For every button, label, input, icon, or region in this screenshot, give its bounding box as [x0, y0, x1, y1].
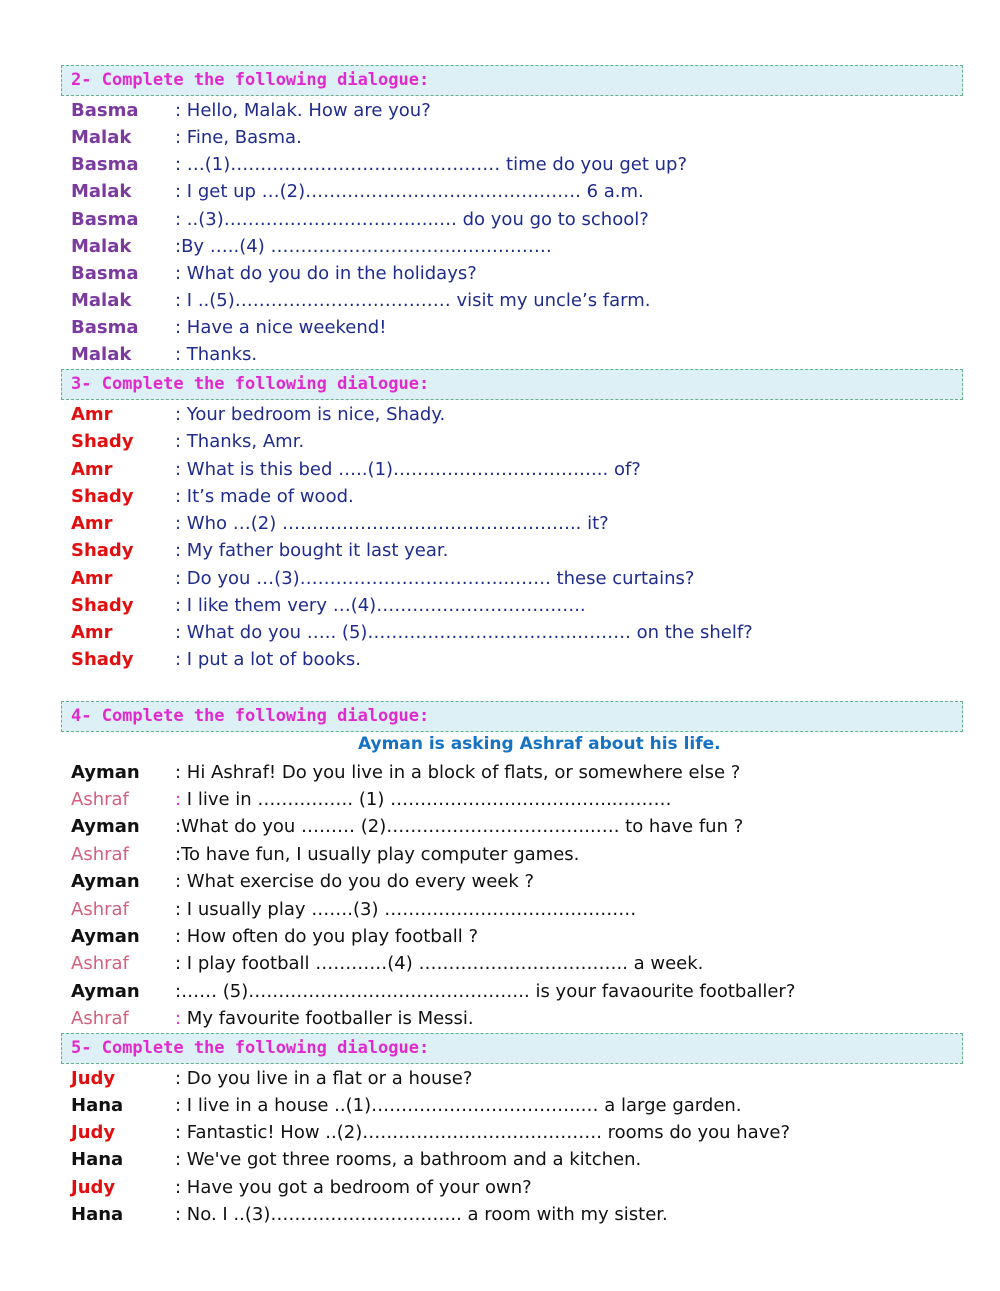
speaker-name: Judy: [71, 1122, 116, 1143]
speaker-name: Ayman: [71, 981, 140, 1002]
speaker-name: Malak: [71, 127, 132, 148]
dialogue-text: : I play football …………(4) …………………………….. a week.: [175, 953, 704, 974]
dialogue-text: : …(1)……………………………………… time do you get up?: [175, 154, 688, 175]
speaker-name: Amr: [71, 404, 113, 425]
speaker-name: Malak: [71, 344, 132, 365]
speaker-name: Ashraf: [71, 789, 129, 810]
speaker-name: Hana: [71, 1095, 124, 1116]
speaker-name: Ashraf: [71, 1008, 129, 1029]
speaker-name: Shady: [71, 595, 134, 616]
speaker-name: Malak: [71, 236, 132, 257]
dialogue-text: :To have fun, I usually play computer games.: [175, 844, 580, 865]
dialogue-text: : Thanks, Amr.: [175, 431, 305, 452]
speaker-name: Basma: [71, 100, 139, 121]
speaker-name: Basma: [71, 209, 139, 230]
speaker-name: Malak: [71, 290, 132, 311]
dialogue-text: : How often do you play football ?: [175, 926, 479, 947]
dialogue-text: : ..(3)……………………………..…. do you go to school?: [175, 209, 649, 230]
speaker-name: Shady: [71, 486, 134, 507]
dialogue-text: : I usually play …….(3) ……………………………………: [175, 899, 637, 920]
dialogue-text: : I put a lot of books.: [175, 649, 362, 670]
speaker-name: Basma: [71, 263, 139, 284]
speaker-name: Ayman: [71, 816, 140, 837]
dialogue-text: : I get up …(2)………………………………………. 6 a.m.: [175, 181, 644, 202]
dialogue-text: : What do you ….. (5)…………………………….………. on the shelf?: [175, 622, 753, 643]
speaker-name: Basma: [71, 154, 139, 175]
dialogue-text: : Do you …(3)……………………………..……. these curtains?: [175, 568, 695, 589]
dialogue-text: : Fine, Basma.: [175, 127, 302, 148]
speaker-name: Ayman: [71, 871, 140, 892]
section-3-header: 3- Complete the following dialogue:: [61, 369, 963, 400]
speaker-name: Shady: [71, 431, 134, 452]
speaker-name: Ashraf: [71, 899, 129, 920]
dialogue-text: :By …..(4) …………………………..……………: [175, 236, 552, 257]
dialogue-text: : Hello, Malak. How are you?: [175, 100, 431, 121]
dialogue-text: : Do you live in a flat or a house?: [175, 1068, 473, 1089]
dialogue-text: : Have a nice weekend!: [175, 317, 387, 338]
dialogue-text: : Hi Ashraf! Do you live in a block of flats, or somewhere else ?: [175, 762, 741, 783]
dialogue-text: : Your bedroom is nice, Shady.: [175, 404, 446, 425]
dialogue-text: : I like them very …(4)……………………………..: [175, 595, 586, 616]
dialogue-text-body: My favourite footballer is Messi.: [181, 1008, 474, 1029]
dialogue-text: : It’s made of wood.: [175, 486, 354, 507]
dialogue-text: : Fantastic! How ..(2)…………………………………. rooms do you have?: [175, 1122, 790, 1143]
dialogue-text: : What exercise do you do every week ?: [175, 871, 535, 892]
dialogue-text: : We've got three rooms, a bathroom and a kitchen.: [175, 1149, 642, 1170]
section-5-header: 5- Complete the following dialogue:: [61, 1033, 963, 1064]
dialogue-text: : I live in ……………. (1) ………………………………..………: [175, 789, 672, 810]
section-2-header: 2- Complete the following dialogue:: [61, 65, 963, 96]
dialogue-text: :…… (5)……………………………………….. is your favaourite footballer?: [175, 981, 796, 1002]
dialogue-text: : What is this bed …..(1)……………………………... of?: [175, 459, 641, 480]
speaker-name: Amr: [71, 459, 113, 480]
speaker-name: Judy: [71, 1068, 116, 1089]
speaker-name: Ayman: [71, 762, 140, 783]
speaker-name: Basma: [71, 317, 139, 338]
section-4-subtitle: Ayman is asking Ashraf about his life.: [358, 734, 721, 754]
speaker-name: Judy: [71, 1177, 116, 1198]
speaker-name: Amr: [71, 568, 113, 589]
speaker-name: Ashraf: [71, 844, 129, 865]
dialogue-text: : My father bought it last year.: [175, 540, 449, 561]
speaker-name: Amr: [71, 513, 113, 534]
speaker-name: Ashraf: [71, 953, 129, 974]
dialogue-text-body: I live in ……………. (1) ………………………………..………: [181, 789, 672, 810]
speaker-name: Ayman: [71, 926, 140, 947]
speaker-name: Malak: [71, 181, 132, 202]
dialogue-text: : Have you got a bedroom of your own?: [175, 1177, 532, 1198]
dialogue-text: : No. I ..(3)………………………….. a room with my sister.: [175, 1204, 668, 1225]
dialogue-text: : Thanks.: [175, 344, 258, 365]
speaker-name: Shady: [71, 540, 134, 561]
speaker-name: Shady: [71, 649, 134, 670]
speaker-name: Hana: [71, 1204, 124, 1225]
dialogue-text: : My favourite footballer is Messi.: [175, 1008, 474, 1029]
speaker-name: Hana: [71, 1149, 124, 1170]
section-4-header: 4- Complete the following dialogue:: [61, 701, 963, 732]
dialogue-text: : I live in a house ..(1)……………………………..… a large garden.: [175, 1095, 742, 1116]
dialogue-text: : What do you do in the holidays?: [175, 263, 477, 284]
speaker-name: Amr: [71, 622, 113, 643]
dialogue-text: : Who …(2) ………………………………………….. it?: [175, 513, 609, 534]
dialogue-text: : I ..(5)……………………………… visit my uncle’s farm.: [175, 290, 651, 311]
dialogue-text: :What do you ……… (2)……………………………..…. to have fun ?: [175, 816, 744, 837]
